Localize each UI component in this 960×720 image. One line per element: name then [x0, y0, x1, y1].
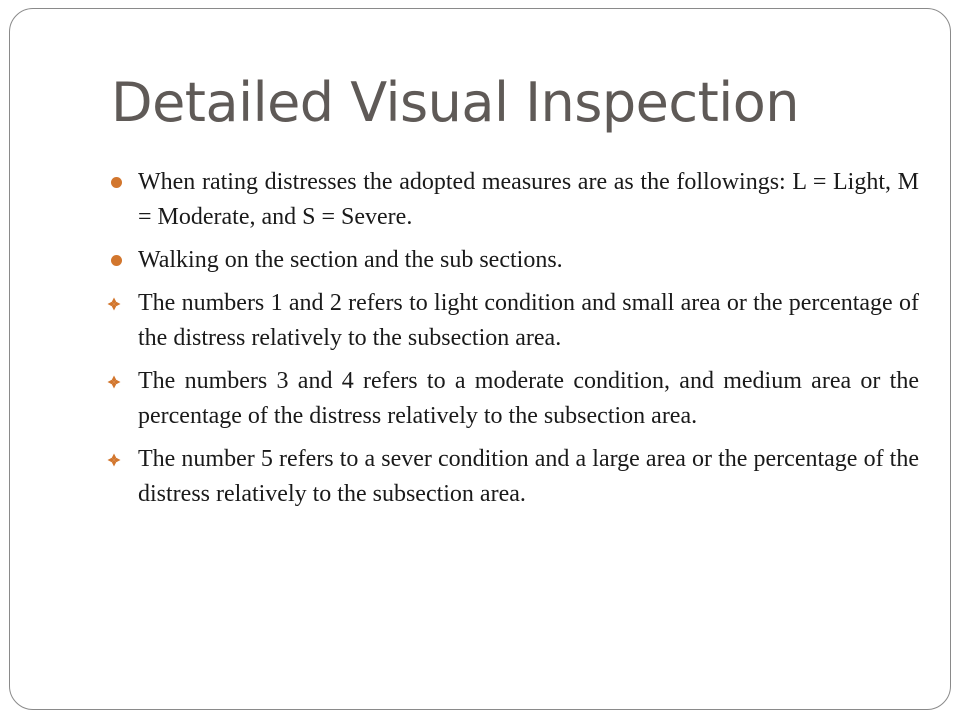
diamond-icon — [107, 364, 131, 399]
list-item — [107, 286, 919, 356]
list-item — [107, 364, 919, 434]
list-item-text: The number 5 refers to a sever condition and a large area or the percentage of the distress relatively to the subsection area. — [138, 446, 919, 507]
slide-title: Detailed Visual Inspection — [111, 71, 800, 134]
list-item — [107, 165, 919, 235]
dot-icon — [107, 243, 131, 278]
diamond-icon — [107, 286, 131, 321]
list-item — [107, 243, 919, 278]
list-item-text: Walking on the section and the sub sections. — [138, 247, 563, 273]
slide — [9, 8, 951, 710]
list-item-text: The numbers 3 and 4 refers to a moderate condition, and medium area or the percentage of the distress relatively to the subsection area. — [138, 368, 919, 429]
list-item — [107, 442, 919, 512]
dot-icon — [107, 165, 131, 200]
diamond-icon — [107, 442, 131, 477]
bullet-list — [107, 165, 919, 520]
list-item-text: When rating distresses the adopted measures are as the followings: L = Light, M = Moderate, and S = Severe. — [138, 169, 919, 230]
list-item-text: The numbers 1 and 2 refers to light condition and small area or the percentage of the distress relatively to the subsection area. — [138, 290, 919, 351]
